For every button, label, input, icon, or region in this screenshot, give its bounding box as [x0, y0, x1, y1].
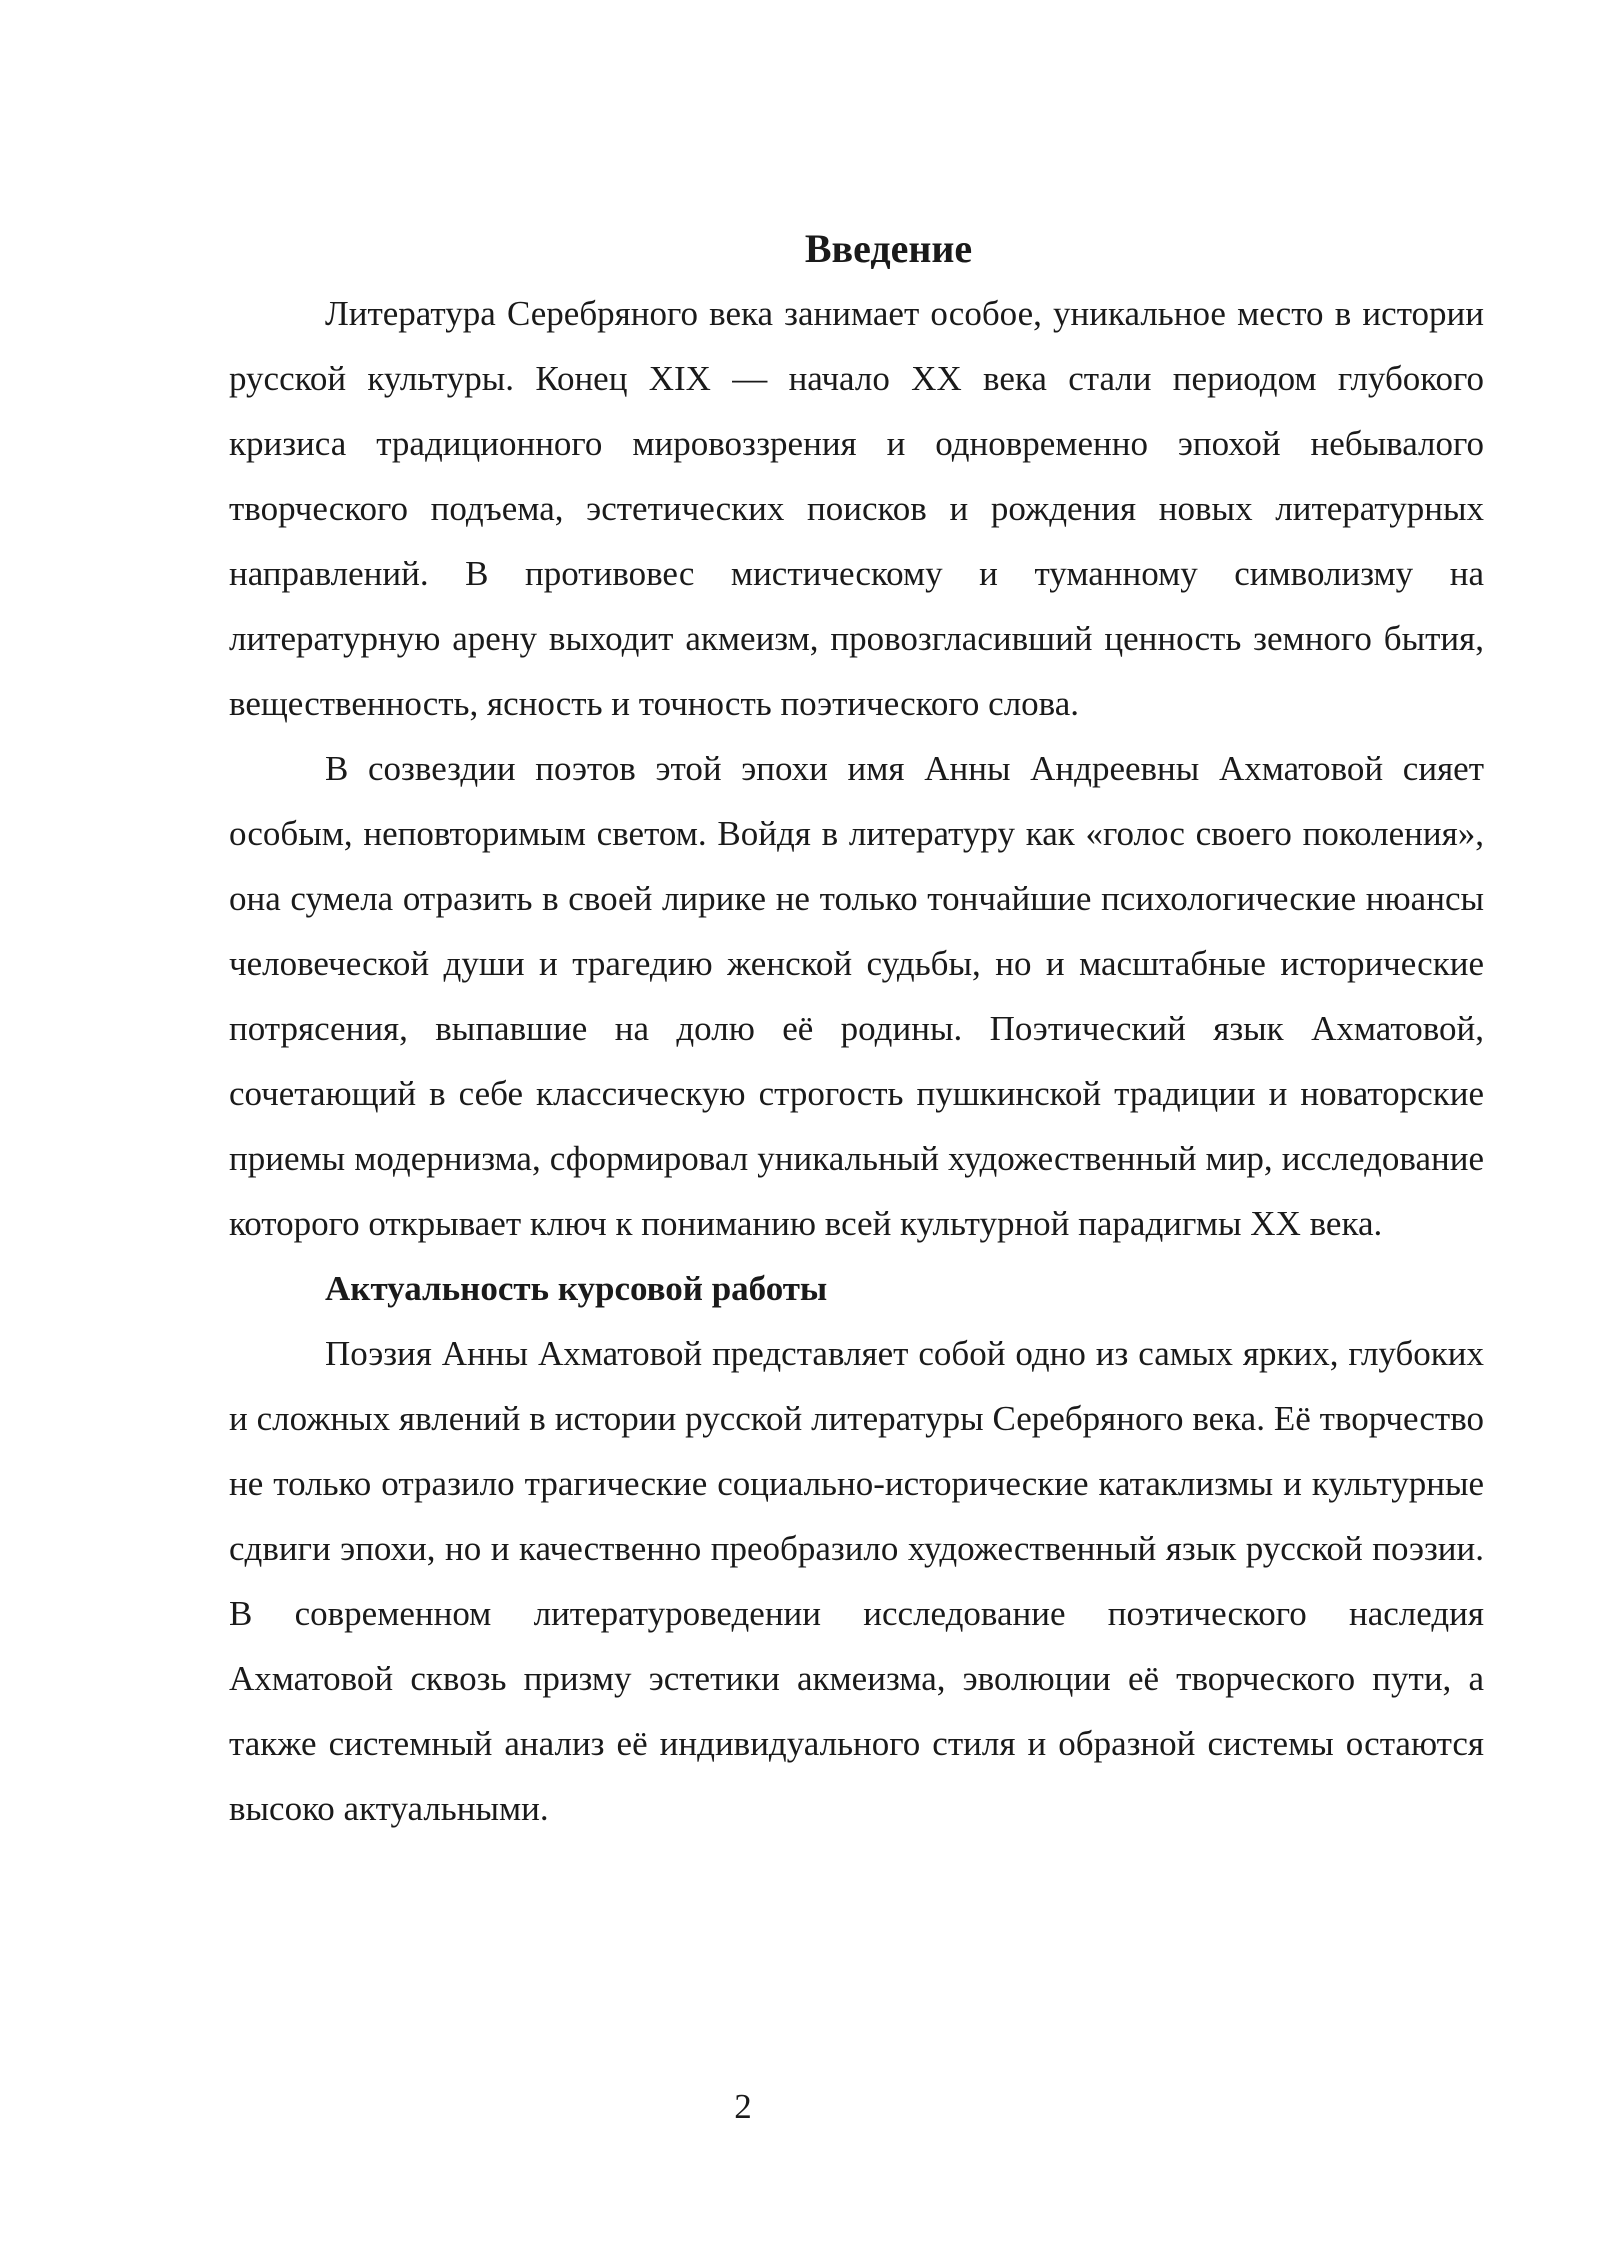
section-heading: Актуальность курсовой работы: [325, 1269, 828, 1308]
section-paragraph: Поэзия Анны Ахматовой представляет собой одно из самых ярких, глубоких и сложных явлений в истории русской литературы Серебряного века. Её творчество не только отразило трагические социально-исторические катаклизмы и культурные сдвиги эпохи, но и качественно преобразило художественный язык русской поэзии. В современном литературоведении исследование поэтического наследия Ахматовой сквозь призму эстетики акмеизма, эволюции её творческого пути, а также системный анализ её индивидуального стиля и образной системы остаются высоко актуальными.: [229, 1334, 1484, 1828]
page-content: [229, 216, 1484, 1841]
intro-paragraph-1: Литература Серебряного века занимает особое, уникальное место в истории русской культуры. Конец XIX — начало XX века стали периодом глубокого кризиса традиционного мировоззрения и одновременно эпохой небывалого творческого подъема, эстетических поисков и рождения новых литературных направлений. В противовес мистическому и туманному символизму на литературную арену выходит акмеизм, провозгласивший ценность земного бытия, вещественность, ясность и точность поэтического слова.: [229, 294, 1484, 723]
page-number: 2: [734, 2087, 752, 2126]
page-title: Введение: [804, 226, 973, 271]
intro-paragraph-2: В созвездии поэтов этой эпохи имя Анны Андреевны Ахматовой сияет особым, неповторимым светом. Войдя в литературу как «голос своего поколения», она сумела отразить в своей лирике не только тончайшие психологические нюансы человеческой души и трагедию женской судьбы, но и масштабные исторические потрясения, выпавшие на долю её родины. Поэтический язык Ахматовой, сочетающий в себе классическую строгость пушкинской традиции и новаторские приемы модернизма, сформировал уникальный художественный мир, исследование которого открывает ключ к пониманию всей культурной парадигмы XX века.: [229, 749, 1484, 1243]
